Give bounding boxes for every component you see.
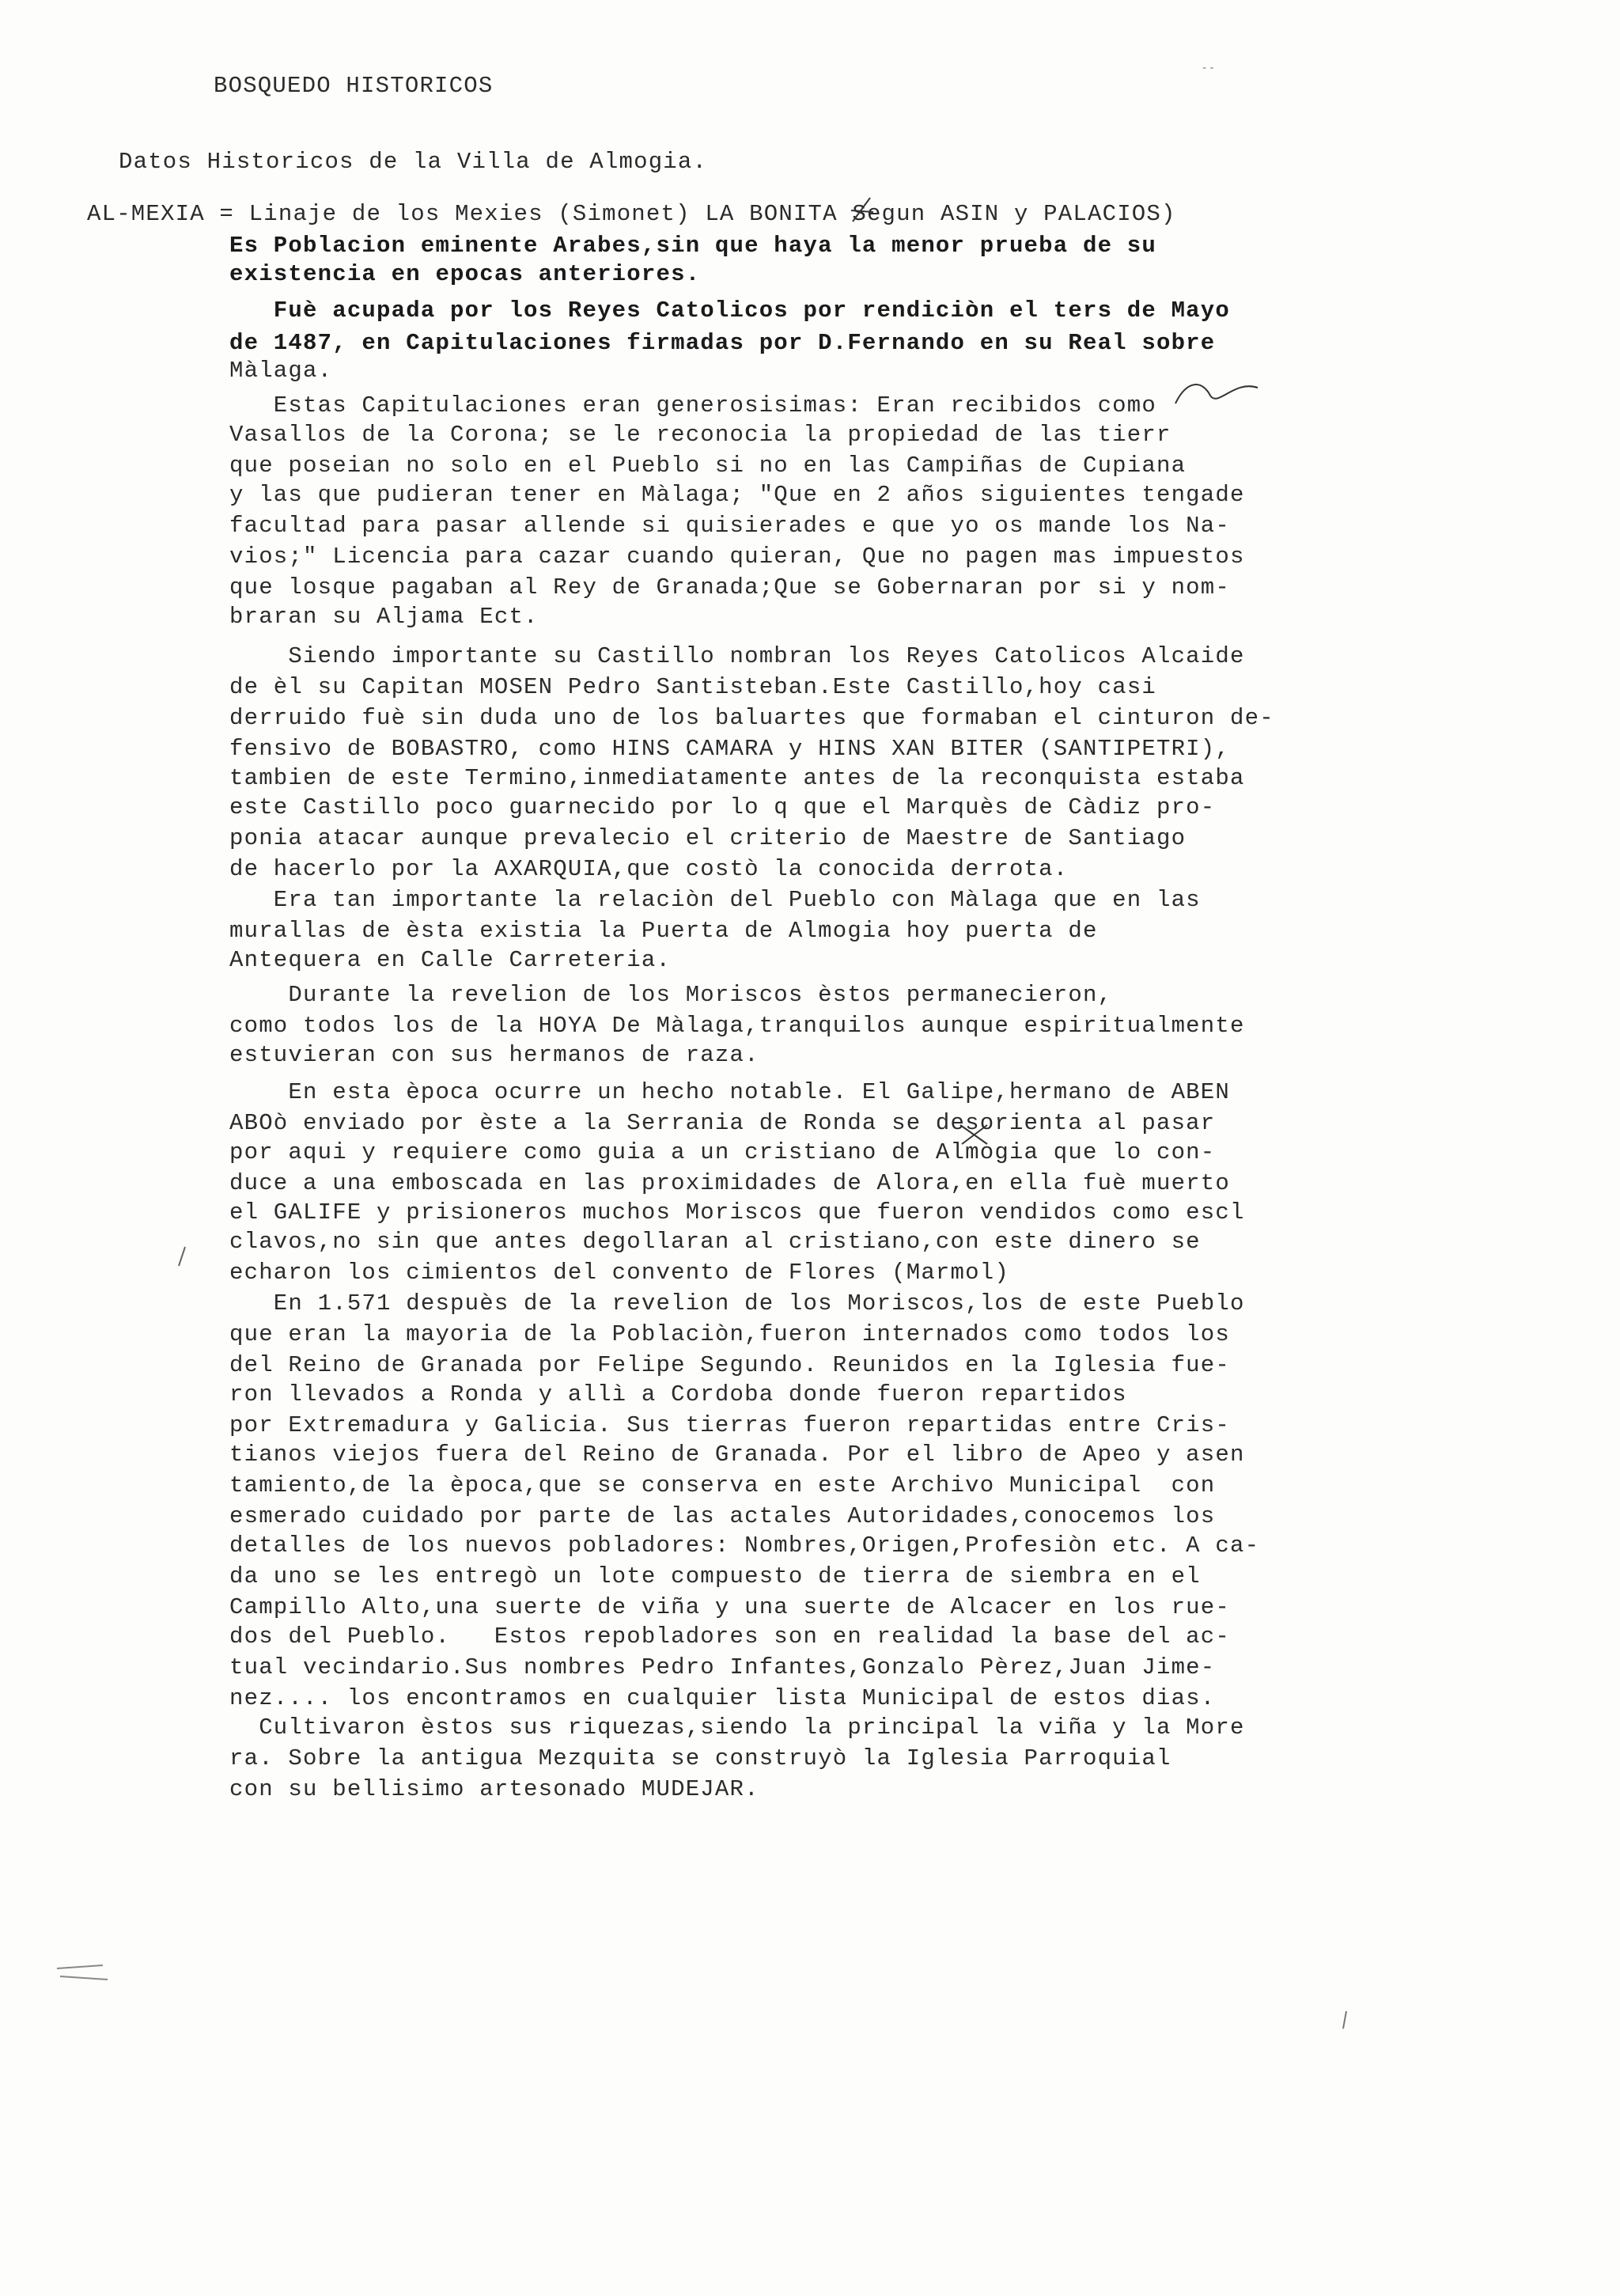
handwritten-correction-mark bbox=[956, 1120, 995, 1149]
body-line: En 1.571 despuès de la revelion de los Moriscos,los de este Pueblo bbox=[229, 1290, 1245, 1317]
origin-line: AL-MEXIA = Linaje de los Mexies (Simonet) LA BONITA Segun ASIN y PALACIOS) bbox=[87, 201, 1176, 227]
body-line: braran su Aljama Ect. bbox=[229, 604, 539, 630]
body-line: este Castillo poco guarnecido por lo q que el Marquès de Càdiz pro- bbox=[229, 794, 1216, 820]
body-line: murallas de èsta existia la Puerta de Almogia hoy puerta de bbox=[229, 918, 1098, 944]
body-line: En esta època ocurre un hecho notable. El Galipe,hermano de ABEN bbox=[229, 1079, 1230, 1105]
document-header-title: BOSQUEDO HISTORICOS bbox=[214, 73, 494, 99]
body-line: de èl su Capitan MOSEN Pedro Santisteban.Este Castillo,hoy casi bbox=[229, 674, 1156, 700]
body-line: Campillo Alto,una suerte de viña y una suerte de Alcacer en los rue- bbox=[229, 1594, 1230, 1620]
body-line: tamiento,de la època,que se conserva en este Archivo Municipal con bbox=[229, 1472, 1216, 1498]
body-line: que losque pagaban al Rey de Granada;Que se Gobernaran por si y nom- bbox=[229, 574, 1230, 601]
corner-mark: - - bbox=[1202, 62, 1214, 74]
body-line: Màlaga. bbox=[229, 358, 333, 384]
body-line: Siendo importante su Castillo nombran los Reyes Catolicos Alcaide bbox=[229, 643, 1245, 669]
body-line: ABOò enviado por èste a la Serrania de Ronda se desorienta al pasar bbox=[229, 1110, 1216, 1136]
handwritten-correction-mark bbox=[1171, 372, 1266, 411]
body-line: nez.... los encontramos en cualquier lista Municipal de estos dias. bbox=[229, 1685, 1216, 1711]
body-line: duce a una emboscada en las proximidades de Alora,en ella fuè muerto bbox=[229, 1170, 1230, 1196]
body-line: clavos,no sin que antes degollaran al cristiano,con este dinero se bbox=[229, 1229, 1201, 1255]
stray-tick-mark bbox=[174, 1245, 190, 1269]
body-line: da uno se les entregò un lote compuesto de tierra de siembra en el bbox=[229, 1563, 1201, 1589]
body-line: facultad para pasar allende si quisierades e que yo os mande los Na- bbox=[229, 513, 1230, 539]
body-line: por aqui y requiere como guia a un cristiano de Almogia que lo con- bbox=[229, 1139, 1216, 1165]
body-line: tianos viejos fuera del Reino de Granada. Por el libro de Apeo y asen bbox=[229, 1442, 1245, 1468]
stray-pen-mark bbox=[55, 1962, 111, 1986]
body-line: el GALIFE y prisioneros muchos Moriscos que fueron vendidos como escl bbox=[229, 1199, 1245, 1226]
body-line: como todos los de la HOYA De Màlaga,tranquilos aunque espiritualmente bbox=[229, 1013, 1245, 1039]
stray-tick-mark bbox=[1337, 2010, 1353, 2033]
body-line: que poseian no solo en el Pueblo si no en las Campiñas de Cupiana bbox=[229, 453, 1187, 479]
body-line: de 1487, en Capitulaciones firmadas por D.Fernando en su Real sobre bbox=[229, 330, 1216, 356]
body-line: con su bellisimo artesonado MUDEJAR. bbox=[229, 1776, 759, 1802]
body-line: Antequera en Calle Carreteria. bbox=[229, 947, 672, 973]
body-line: del Reino de Granada por Felipe Segundo. Reunidos en la Iglesia fue- bbox=[229, 1352, 1230, 1378]
body-line: y las que pudieran tener en Màlaga; "Que en 2 años siguientes tengade bbox=[229, 482, 1245, 508]
body-line: Vasallos de la Corona; se le reconocia la propiedad de las tierr bbox=[229, 422, 1171, 448]
body-line: dos del Pueblo. Estos repobladores son en realidad la base del ac- bbox=[229, 1623, 1230, 1650]
body-line: vios;" Licencia para cazar cuando quieran, Que no pagen mas impuestos bbox=[229, 544, 1245, 570]
body-line: ron llevados a Ronda y allì a Cordoba donde fueron repartidos bbox=[229, 1381, 1127, 1408]
body-line: de hacerlo por la AXARQUIA,que costò la conocida derrota. bbox=[229, 856, 1069, 882]
body-line: esmerado cuidado por parte de las actales Autoridades,conocemos los bbox=[229, 1503, 1216, 1529]
document-subtitle: Datos Historicos de la Villa de Almogia. bbox=[119, 149, 708, 175]
body-line: estuvieran con sus hermanos de raza. bbox=[229, 1042, 759, 1068]
body-line: Fuè acupada por los Reyes Catolicos por rendiciòn el ters de Mayo bbox=[229, 297, 1230, 324]
body-line: ponia atacar aunque prevalecio el criterio de Maestre de Santiago bbox=[229, 825, 1187, 851]
body-line: que eran la mayoria de la Poblaciòn,fueron internados como todos los bbox=[229, 1321, 1230, 1347]
body-line: Estas Capitulaciones eran generosisimas: Eran recibidos como bbox=[229, 392, 1156, 419]
body-line: por Extremadura y Galicia. Sus tierras fueron repartidas entre Cris- bbox=[229, 1412, 1230, 1438]
body-line: detalles de los nuevos pobladores: Nombres,Origen,Profesiòn etc. A ca- bbox=[229, 1533, 1260, 1559]
body-line: derruido fuè sin duda uno de los baluartes que formaban el cinturon de- bbox=[229, 705, 1274, 731]
body-line: ra. Sobre la antigua Mezquita se construyò la Iglesia Parroquial bbox=[229, 1745, 1171, 1771]
body-line: fensivo de BOBASTRO, como HINS CAMARA y HINS XAN BITER (SANTIPETRI), bbox=[229, 736, 1230, 762]
body-line: Durante la revelion de los Moriscos èstos permanecieron, bbox=[229, 982, 1113, 1008]
body-line: Cultivaron èstos sus riquezas,siendo la principal la viña y la More bbox=[229, 1714, 1245, 1741]
body-line: Era tan importante la relaciòn del Pueblo con Màlaga que en las bbox=[229, 887, 1201, 913]
body-line: existencia en epocas anteriores. bbox=[229, 261, 701, 287]
handwritten-correction-mark bbox=[846, 195, 878, 226]
body-line: tambien de este Termino,inmediatamente antes de la reconquista estaba bbox=[229, 765, 1245, 791]
body-line: tual vecindario.Sus nombres Pedro Infantes,Gonzalo Pèrez,Juan Jime- bbox=[229, 1654, 1216, 1680]
body-line: Es Poblacion eminente Arabes,sin que haya la menor prueba de su bbox=[229, 233, 1156, 259]
body-line: echaron los cimientos del convento de Flores (Marmol) bbox=[229, 1260, 1009, 1286]
